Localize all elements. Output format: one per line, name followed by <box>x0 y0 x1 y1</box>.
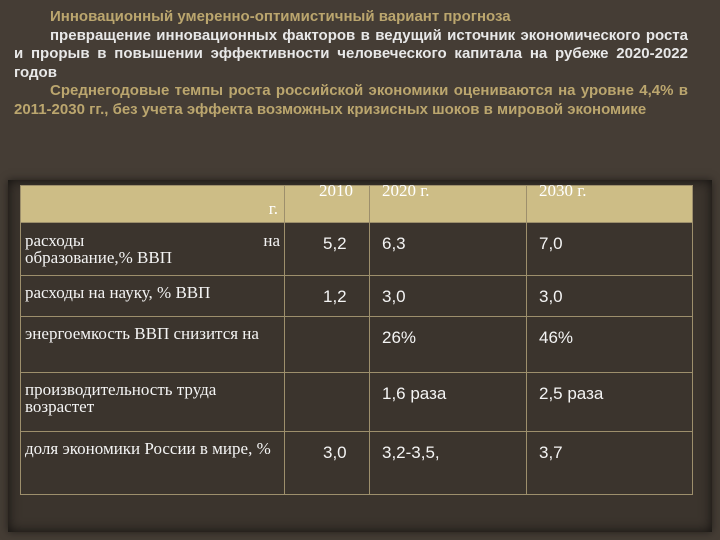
value-2020: 3,2-3,5, <box>382 443 440 462</box>
year-label: 2030 г. <box>539 181 587 200</box>
value-cell <box>285 432 370 495</box>
value-2030: 7,0 <box>539 234 563 253</box>
value-cell <box>527 223 693 276</box>
value-2010: 1,2 <box>323 287 347 306</box>
table-row <box>21 223 693 276</box>
header-year-suffix: г. <box>268 199 278 218</box>
value-cell <box>527 276 693 317</box>
row-label-cell <box>21 317 285 373</box>
value-cell <box>370 276 527 317</box>
table-row <box>21 276 693 317</box>
value-2020: 1,6 раза <box>382 384 447 403</box>
year-label: 2010 <box>319 181 353 200</box>
forecast-title: Инновационный умеренно-оптимистичный вариант прогноза <box>50 8 511 25</box>
value-2020: 3,0 <box>382 287 406 306</box>
row-label-cell <box>21 432 285 495</box>
value-2020: 6,3 <box>382 234 406 253</box>
value-cell <box>370 432 527 495</box>
value-2010 <box>285 317 369 328</box>
table-row <box>21 373 693 432</box>
header-year-2020 <box>370 181 527 223</box>
row-label <box>21 223 284 266</box>
row-label-part: образование,% ВВП <box>25 248 173 267</box>
value-2030: 3,0 <box>539 287 563 306</box>
row-label: доля экономики России в мире, % <box>25 439 271 458</box>
row-label: расходы на науку, % ВВП <box>25 283 211 302</box>
value-cell <box>527 432 693 495</box>
value-cell <box>285 317 370 373</box>
value-cell <box>285 276 370 317</box>
value-2030: 46% <box>539 328 574 347</box>
value-2010: 3,0 <box>323 443 347 462</box>
row-label-cell <box>21 223 285 276</box>
value-2010 <box>285 373 369 384</box>
header-label-cell <box>21 186 285 223</box>
intro-text <box>14 8 688 119</box>
row-label: энергоемкость ВВП снизится на <box>25 324 259 343</box>
value-2030: 3,7 <box>539 443 563 462</box>
row-label-part: расходы <box>25 231 85 250</box>
value-cell <box>527 373 693 432</box>
row-label-cell <box>21 276 285 317</box>
row-label: производительность труда возрастет <box>25 380 217 416</box>
forecast-description: превращение инновационных факторов в ведущий источник экономического роста и прорыв в повышении эффективности человеческого капитала на рубеже 2020-2022 годов <box>14 26 688 81</box>
value-cell <box>370 223 527 276</box>
value-2020: 26% <box>382 328 417 347</box>
row-label-cell <box>21 373 285 432</box>
value-cell <box>370 317 527 373</box>
forecast-table <box>20 181 693 495</box>
value-cell <box>370 373 527 432</box>
table-header-row <box>21 186 693 223</box>
value-cell <box>285 373 370 432</box>
value-cell <box>285 223 370 276</box>
table-row <box>21 317 693 373</box>
table-row <box>21 432 693 495</box>
row-label-part: на <box>263 231 280 250</box>
value-2030: 2,5 раза <box>539 384 604 403</box>
growth-rate-note: Среднегодовые темпы роста российской экономики оцениваются на уровне 4,4% в 2011-2030 гг., без учета эффекта возможных кризисных шоков в мировой экономике <box>14 82 688 118</box>
value-cell <box>527 317 693 373</box>
header-year-2010 <box>285 181 370 223</box>
value-2010: 5,2 <box>323 234 347 253</box>
year-label: 2020 г. <box>382 181 430 200</box>
header-year-2030 <box>527 181 693 223</box>
